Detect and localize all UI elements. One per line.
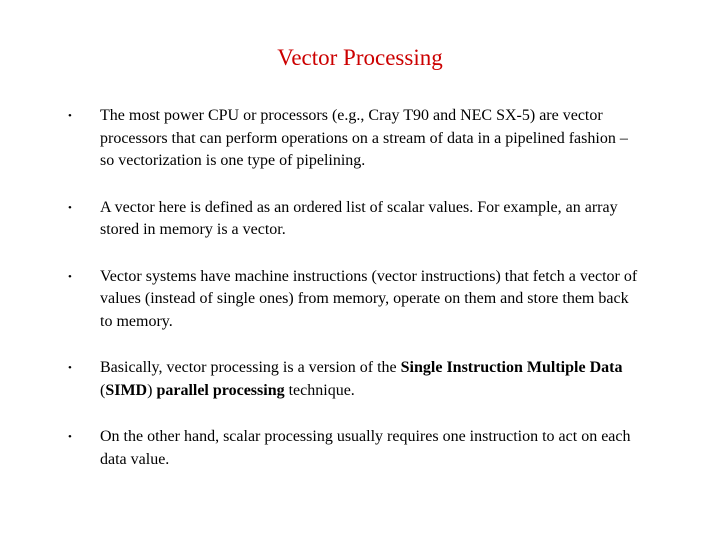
term-parallel-processing: parallel processing <box>156 381 285 399</box>
bullet-icon: • <box>68 270 72 283</box>
bullet-text-end: technique. <box>284 381 355 399</box>
bullet-icon: • <box>68 431 72 443</box>
bullet-text-mid: ( <box>100 381 106 399</box>
bullet-icon: • <box>68 201 72 214</box>
bullet-item <box>68 105 643 173</box>
bullet-text-start: Basically, vector processing is a version of the <box>100 359 401 376</box>
bullet-item <box>68 357 643 402</box>
bullet-item <box>68 197 643 242</box>
bullet-item <box>68 266 643 334</box>
bullet-text: On the other hand, scalar processing usually requires one instruction to act on each data value. <box>100 428 631 468</box>
term-simd-full: Single Instruction Multiple Data <box>400 359 623 376</box>
bullet-text: Vector systems have machine instructions (vector instructions) that fetch a vector of values (instead of single ones) from memory, operate on them and store them back to memory. <box>100 267 638 330</box>
bullet-list <box>68 105 643 495</box>
bullet-icon: • <box>68 110 72 122</box>
bullet-text-mid2: ) <box>147 381 157 399</box>
term-simd: SIMD <box>105 381 148 399</box>
slide-title: Vector Processing <box>277 45 443 70</box>
bullet-item <box>68 426 643 471</box>
bullet-text: The most power CPU or processors (e.g., Cray T90 and NEC SX-5) are vector processors that can perform operations on a stream of data in a pipelined fashion – so vectorization is one type of pipelining. <box>100 107 628 169</box>
bullet-icon: • <box>68 362 72 374</box>
bullet-text: A vector here is defined as an ordered list of scalar values. For example, an array stored in memory is a vector. <box>100 198 618 238</box>
